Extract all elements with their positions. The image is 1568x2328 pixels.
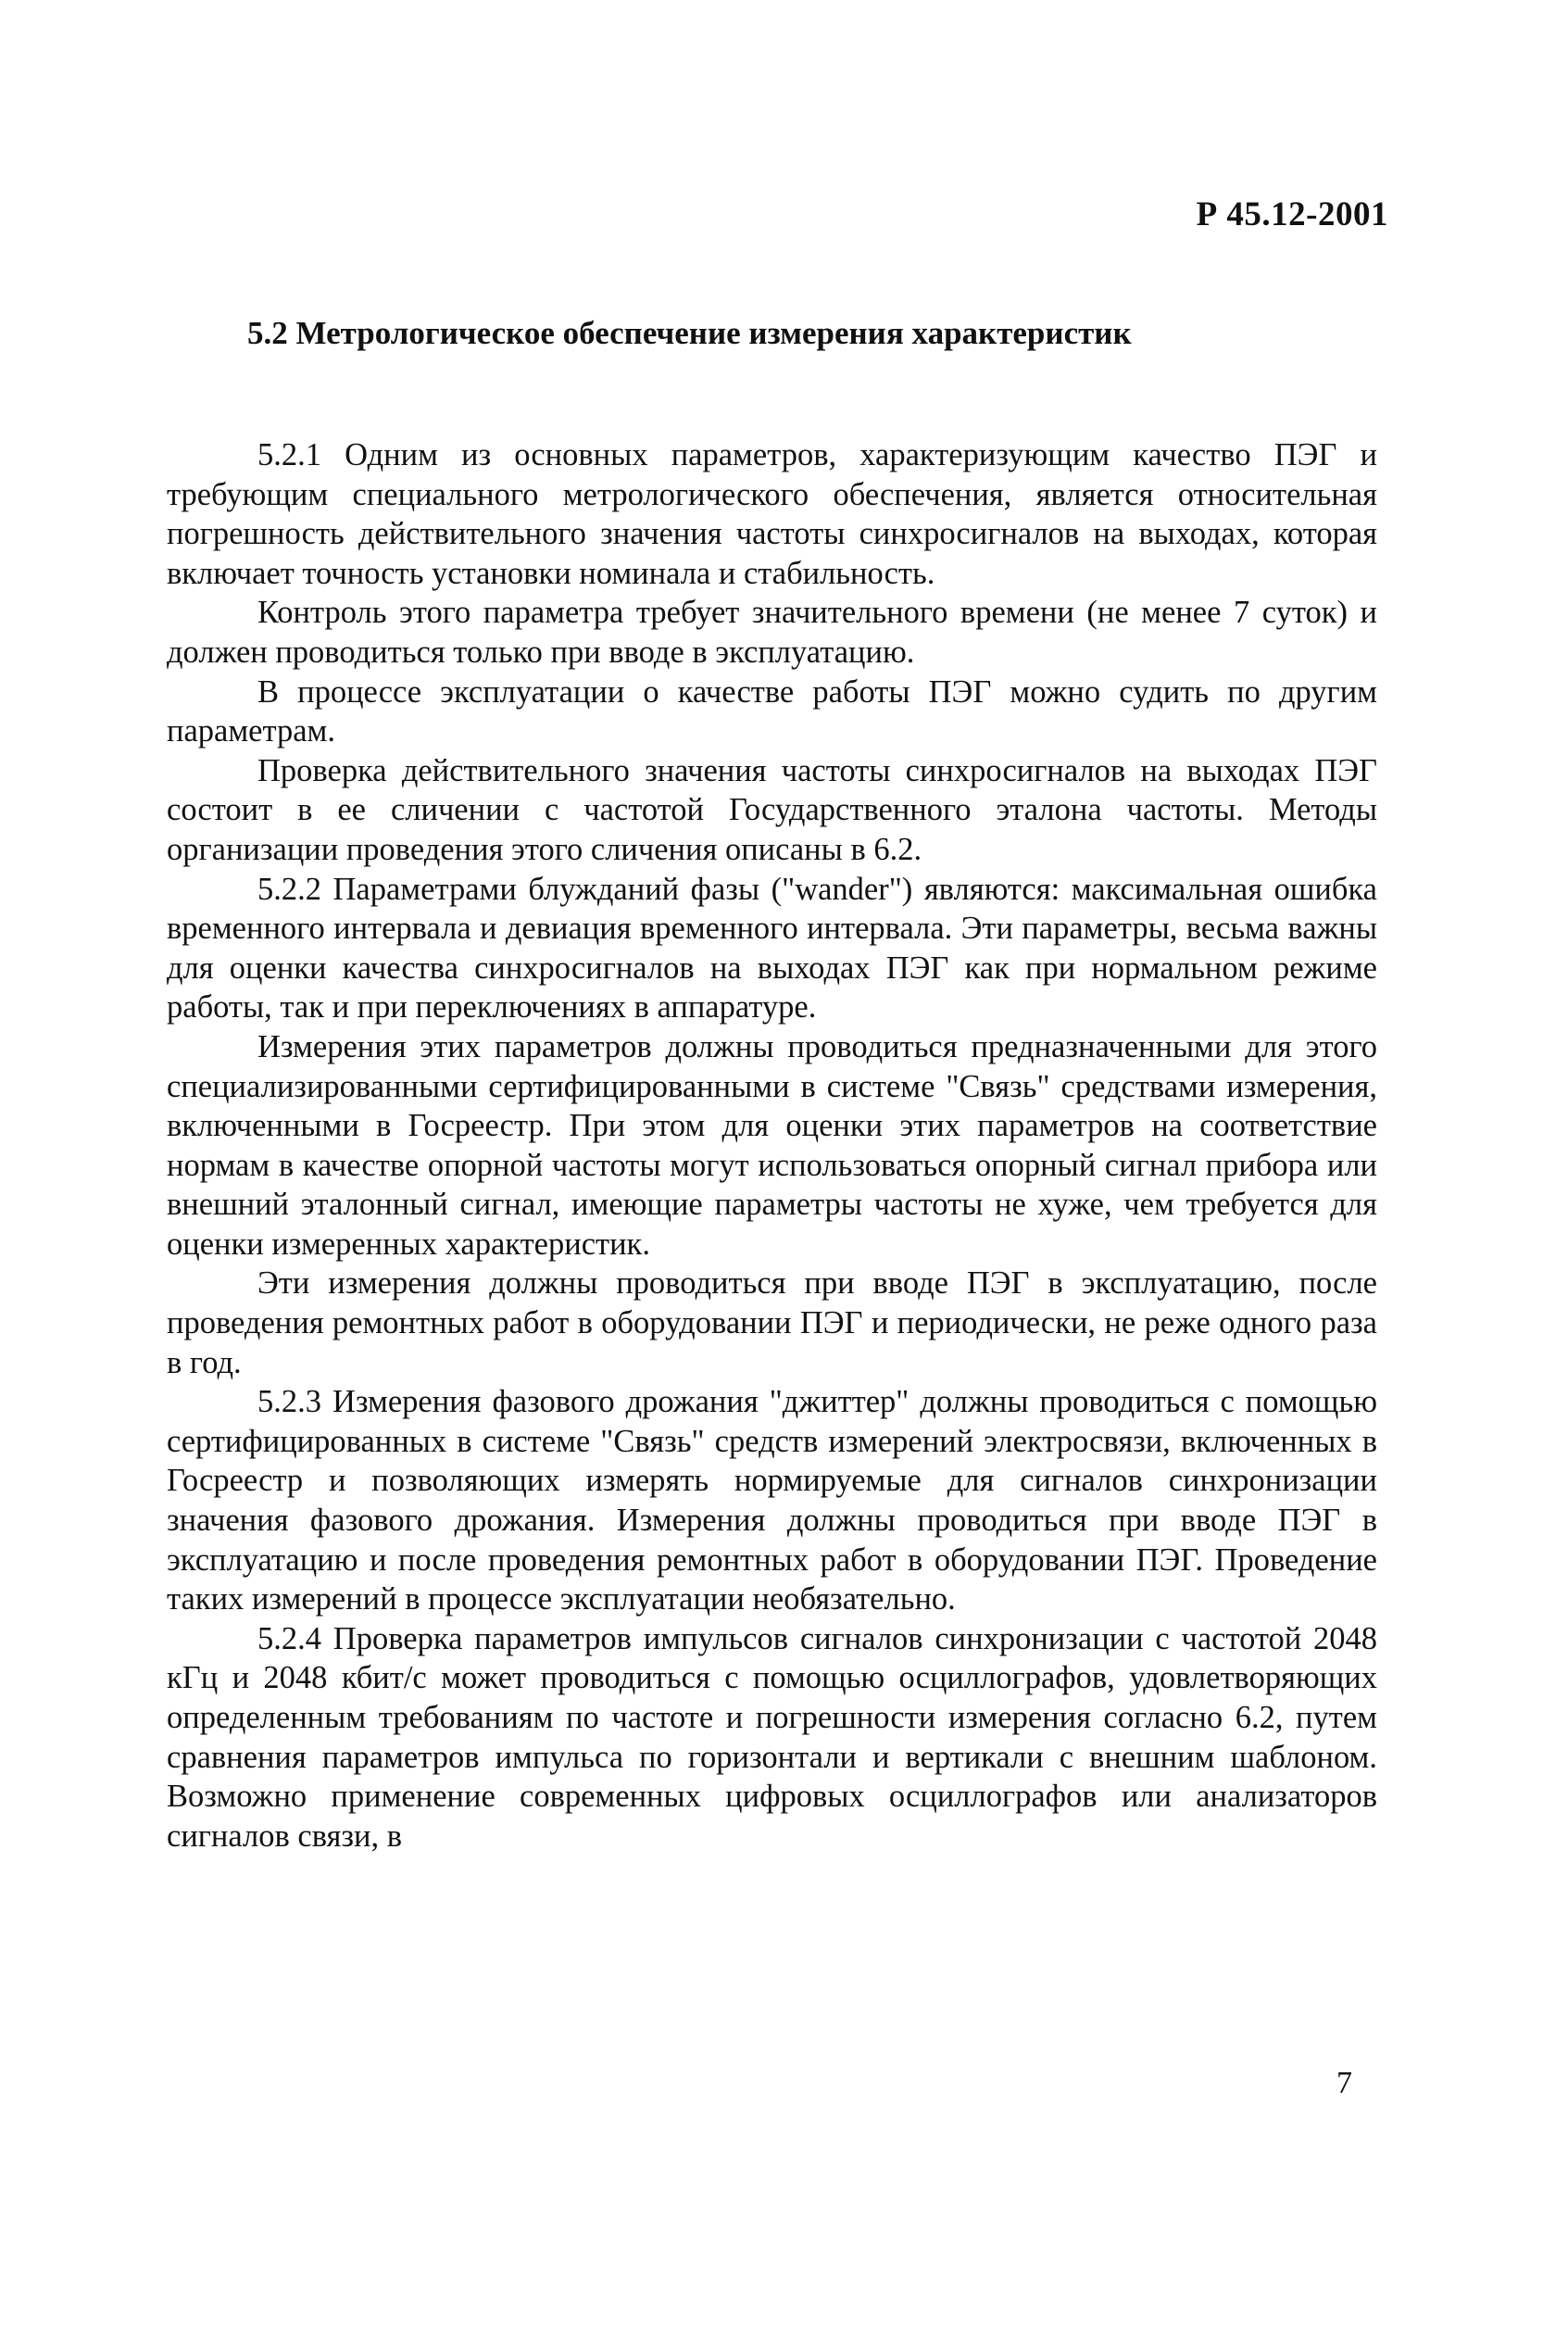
paragraph: Измерения этих параметров должны проводиться предназначенными для этого специализированными сертифицированными в системе "Связь" средствами измерения, включенными в Госреестр. При этом для оценки этих параметров на соответствие нормам в качестве опорной частоты могут использоваться опорный сигнал прибора или внешний эталонный сигнал, имеющие параметры частоты не хуже, чем требуется для оценки измеренных характеристик. <box>167 1028 1377 1262</box>
paragraph: 5.2.2 Параметрами блужданий фазы ("wander") являются: максимальная ошибка временного интервала и девиация временного интервала. Эти параметры, весьма важны для оценки качества синхросигналов на выходах ПЭГ как при нормальном режиме работы, так и при переключениях в аппаратуре. <box>167 871 1377 1026</box>
paragraph: Проверка действительного значения частоты синхросигналов на выходах ПЭГ состоит в ее сличении с частотой Государственного эталона частоты. Методы организации проведения этого сличения описаны в 6.2. <box>167 752 1377 867</box>
paragraph: 5.2.1 Одним из основных параметров, характеризующим качество ПЭГ и требующим специального метрологического обеспечения, является относительная погрешность действительного значения частоты синхросигналов на выходах, которая включает точность установки номинала и стабильность. <box>167 437 1377 591</box>
section-title: 5.2 Метрологическое обеспечение измерения характеристик <box>247 315 1132 351</box>
paragraph: Контроль этого параметра требует значительного времени (не менее 7 суток) и должен проводиться только при вводе в эксплуатацию. <box>167 595 1377 670</box>
body-text <box>167 435 1377 1856</box>
paragraph: 5.2.4 Проверка параметров импульсов сигналов синхронизации с частотой 2048 кГц и 2048 кбит/с может проводиться с помощью осциллографов, удовлетворяющих определенным требованиям по частоте и погрешности измерения согласно 6.2, путем сравнения параметров импульса по горизонтали и вертикали с внешним шаблоном. Возможно применение современных цифровых осциллографов или анализаторов сигналов связи, в <box>167 1620 1377 1854</box>
document-code: Р 45.12-2001 <box>1196 195 1388 233</box>
paragraph: 5.2.3 Измерения фазового дрожания "джиттер" должны проводиться с помощью сертифицированных в системе "Связь" средств измерений электросвязи, включенных в Госреестр и позволяющих измерять нормируемые для сигналов синхронизации значения фазового дрожания. Измерения должны проводиться при вводе ПЭГ в эксплуатацию и после проведения ремонтных работ в оборудовании ПЭГ. Проведение таких измерений в процессе эксплуатации необязательно. <box>167 1384 1377 1617</box>
page-number: 7 <box>1336 2066 1352 2100</box>
paragraph: В процессе эксплуатации о качестве работы ПЭГ можно судить по другим параметрам. <box>167 673 1377 749</box>
paragraph: Эти измерения должны проводиться при вводе ПЭГ в эксплуатацию, после проведения ремонтных работ в оборудовании ПЭГ и периодически, не реже одного раза в год. <box>167 1265 1377 1380</box>
